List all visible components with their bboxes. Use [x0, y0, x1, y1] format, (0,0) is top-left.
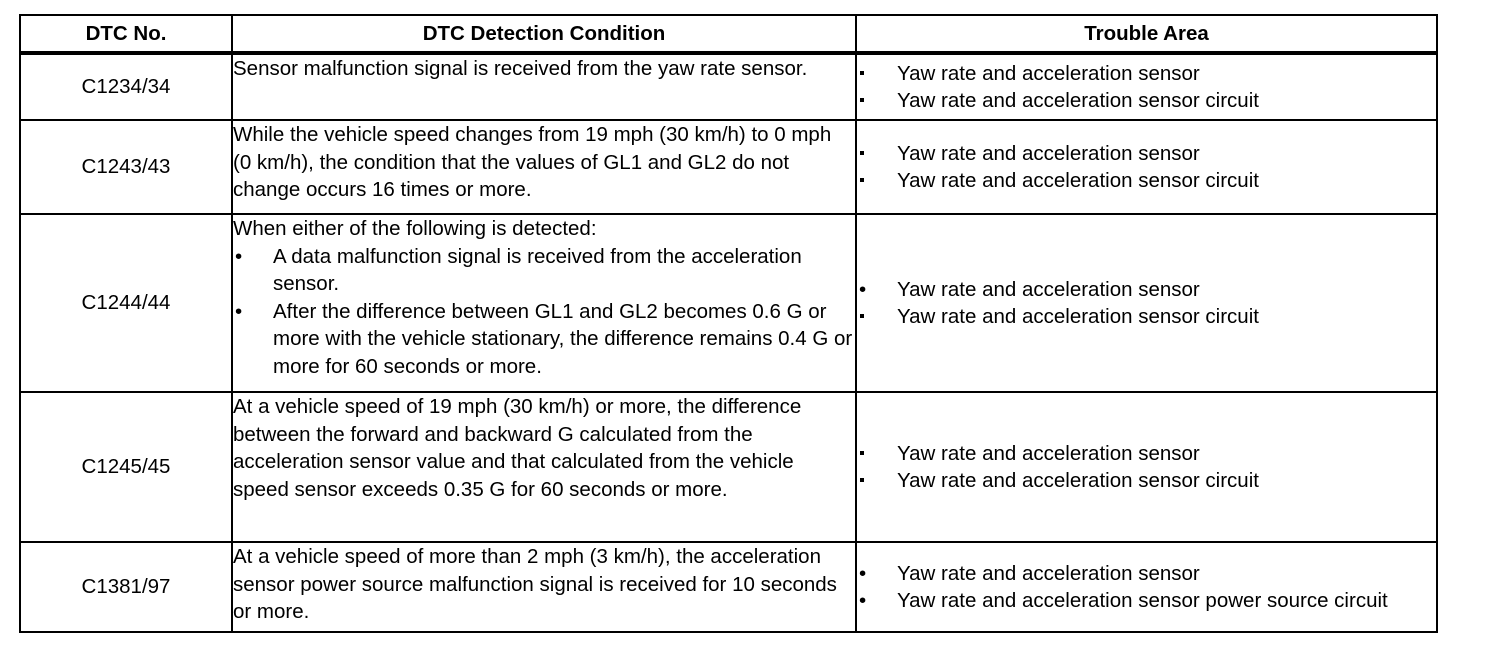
detection-condition: While the vehicle speed changes from 19 mph (30 km/h) to 0 mph (0 km/h), the condition that the values of GL1 and GL2 do not change occurs 16 times or more. — [232, 120, 856, 214]
condition-item: A data malfunction signal is received from the acceleration sensor. — [273, 244, 802, 295]
list-item — [857, 440, 1436, 468]
condition-item: After the difference between GL1 and GL2 becomes 0.6 G or more with the vehicle stationary, the difference remains 0.4 G or more for 60 seconds or more. — [273, 299, 853, 378]
table-row — [20, 214, 1437, 392]
trouble-area-list — [857, 303, 1436, 331]
dtc-code: C1245/45 — [20, 392, 232, 542]
condition-intro: When either of the following is detected: — [233, 217, 597, 240]
table-row — [20, 120, 1437, 214]
list-item — [857, 587, 1436, 615]
trouble-area — [856, 53, 1437, 120]
bullet-icon — [860, 451, 864, 455]
trouble-area-item: Yaw rate and acceleration sensor — [897, 277, 1200, 301]
list-item — [233, 298, 855, 381]
table-row — [20, 542, 1437, 632]
bullet-icon — [860, 178, 864, 182]
table-row — [20, 53, 1437, 120]
trouble-area-list — [857, 60, 1436, 115]
trouble-area-list — [857, 276, 1436, 304]
header-dtc-no: DTC No. — [20, 15, 232, 53]
bullet-icon — [860, 478, 864, 482]
list-item — [233, 243, 855, 298]
dtc-code: C1243/43 — [20, 120, 232, 214]
list-item — [857, 303, 1436, 331]
trouble-area — [856, 392, 1437, 542]
detection-condition: At a vehicle speed of more than 2 mph (3 km/h), the acceleration sensor power source malfunction signal is received for 10 seconds or more. — [232, 542, 856, 632]
trouble-area — [856, 120, 1437, 214]
trouble-area-item: Yaw rate and acceleration sensor circuit — [897, 305, 1259, 328]
header-detection-condition: DTC Detection Condition — [232, 15, 856, 53]
bullet-icon — [860, 98, 864, 102]
detection-condition: At a vehicle speed of 19 mph (30 km/h) or more, the difference between the forward and backward G calculated from the acceleration sensor value and that calculated from the vehicle speed sensor exceeds 0.35 G for 60 seconds or more. — [232, 392, 856, 542]
bullet-icon: • — [235, 299, 243, 323]
table-row — [20, 392, 1437, 542]
trouble-area-item: Yaw rate and acceleration sensor power source circuit — [897, 589, 1388, 612]
list-item — [857, 87, 1436, 115]
list-item — [857, 276, 1436, 304]
bullet-icon: • — [859, 277, 867, 301]
trouble-area-item: Yaw rate and acceleration sensor circuit — [897, 169, 1259, 192]
trouble-area — [856, 214, 1437, 392]
list-item — [857, 467, 1436, 495]
bullet-icon — [860, 71, 864, 75]
table-header-row — [20, 15, 1437, 53]
trouble-area-list — [857, 140, 1436, 195]
bullet-icon: • — [859, 589, 867, 612]
dtc-code: C1381/97 — [20, 542, 232, 632]
trouble-area-item: Yaw rate and acceleration sensor — [897, 141, 1200, 165]
header-trouble-area: Trouble Area — [856, 15, 1437, 53]
bullet-icon: • — [859, 561, 867, 585]
list-item — [857, 167, 1436, 195]
condition-list — [233, 243, 855, 381]
trouble-area-item: Yaw rate and acceleration sensor circuit — [897, 89, 1259, 112]
trouble-area-item: Yaw rate and acceleration sensor — [897, 61, 1200, 85]
trouble-area-list — [857, 440, 1436, 495]
dtc-table — [19, 14, 1438, 633]
trouble-area-item: Yaw rate and acceleration sensor — [897, 441, 1200, 465]
detection-condition — [232, 214, 856, 392]
trouble-area — [856, 542, 1437, 632]
trouble-area-item: Yaw rate and acceleration sensor circuit — [897, 469, 1259, 492]
dtc-code: C1244/44 — [20, 214, 232, 392]
trouble-area-item: Yaw rate and acceleration sensor — [897, 561, 1200, 585]
detection-condition: Sensor malfunction signal is received from the yaw rate sensor. — [232, 53, 856, 120]
bullet-icon — [860, 151, 864, 155]
bullet-icon — [860, 314, 864, 318]
trouble-area-list — [857, 560, 1436, 615]
list-item — [857, 560, 1436, 588]
list-item — [857, 140, 1436, 168]
dtc-code: C1234/34 — [20, 53, 232, 120]
bullet-icon: • — [235, 244, 243, 268]
list-item — [857, 60, 1436, 88]
